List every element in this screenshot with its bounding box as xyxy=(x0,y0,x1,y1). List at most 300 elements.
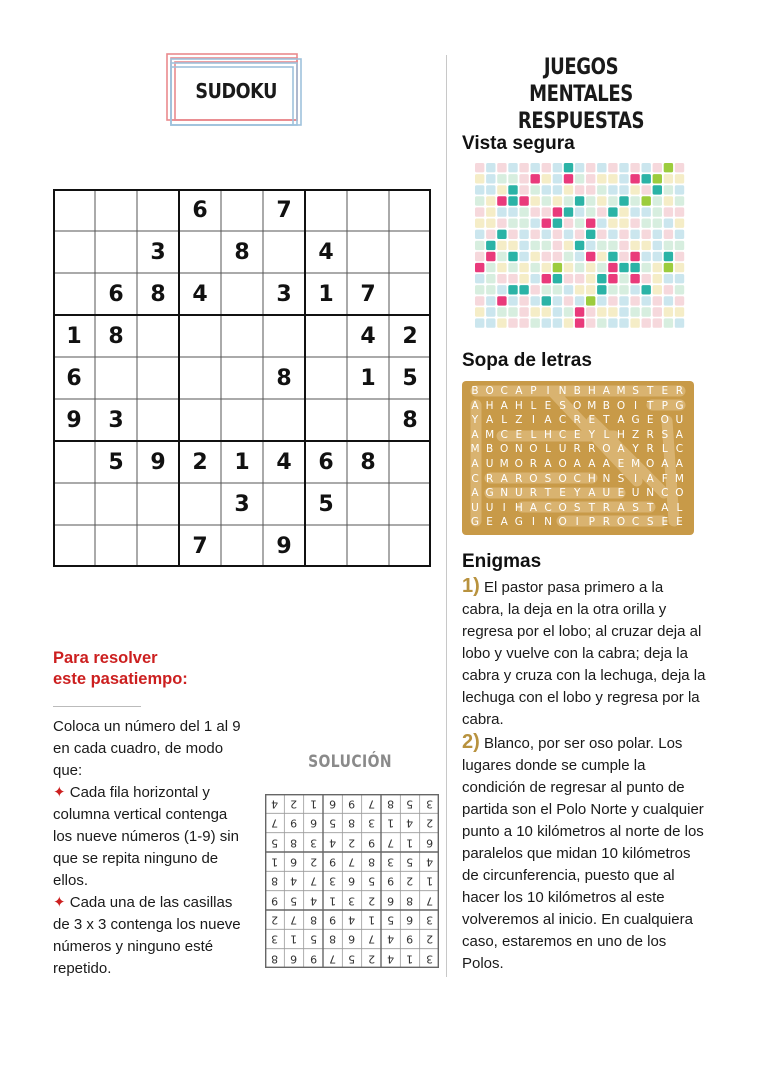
vista-cell xyxy=(608,230,617,239)
vista-cell xyxy=(497,174,506,183)
vista-cell xyxy=(531,307,540,316)
sudoku-cell: 2 xyxy=(192,450,208,475)
vista-cell xyxy=(586,163,595,172)
sudoku-cell[interactable] xyxy=(95,525,137,567)
instructions-intro: Coloca un número del 1 al 9 en cada cuadro, de modo que: xyxy=(53,718,241,779)
sudoku-cell[interactable] xyxy=(221,399,263,441)
sopa-letter: C xyxy=(471,472,479,485)
sudoku-cell[interactable] xyxy=(347,399,389,441)
sopa-letter: O xyxy=(558,472,567,485)
sudoku-cell[interactable] xyxy=(137,525,179,567)
sopa-letter: A xyxy=(617,414,625,427)
sopa-letter: A xyxy=(500,472,508,485)
sudoku-cell[interactable] xyxy=(179,399,221,441)
vista-cell xyxy=(653,274,662,283)
vista-highlight-cell xyxy=(619,263,628,272)
vista-cell xyxy=(619,307,628,316)
vista-cell xyxy=(486,274,495,283)
sudoku-cell[interactable] xyxy=(347,525,389,567)
sopa-letter: A xyxy=(617,501,625,514)
sudoku-cell[interactable] xyxy=(137,189,179,231)
sopa-letter: E xyxy=(676,516,683,529)
vista-cell xyxy=(608,196,617,205)
vista-cell xyxy=(664,196,673,205)
sudoku-cell[interactable] xyxy=(137,357,179,399)
vista-cell xyxy=(553,230,562,239)
sudoku-cell[interactable] xyxy=(221,357,263,399)
vista-cell xyxy=(608,296,617,305)
vista-cell xyxy=(619,207,628,216)
vista-cell xyxy=(475,274,484,283)
vista-cell xyxy=(575,296,584,305)
sopa-letter: N xyxy=(558,385,567,397)
sudoku-cell[interactable] xyxy=(95,357,137,399)
sudoku-cell[interactable] xyxy=(263,315,305,357)
vista-cell xyxy=(497,307,506,316)
vista-cell xyxy=(597,252,606,261)
vista-cell xyxy=(564,241,573,250)
vista-cell xyxy=(642,185,651,194)
vista-cell xyxy=(475,219,484,228)
vista-cell xyxy=(675,230,684,239)
solution-cell: 2 xyxy=(348,835,356,849)
sopa-letter: R xyxy=(602,501,611,514)
solution-cell: 2 xyxy=(309,855,317,869)
vista-cell xyxy=(675,163,684,172)
vista-highlight-cell xyxy=(497,230,506,239)
vista-highlight-cell xyxy=(630,252,639,261)
sopa-letter: L xyxy=(501,414,508,427)
vista-cell xyxy=(630,285,639,294)
vista-cell xyxy=(486,263,495,272)
sopa-letter: L xyxy=(676,501,683,514)
sopa-letter: U xyxy=(631,487,640,500)
vista-cell xyxy=(653,219,662,228)
vista-cell xyxy=(586,185,595,194)
vista-highlight-cell xyxy=(564,174,573,183)
vista-cell xyxy=(542,196,551,205)
vista-cell xyxy=(519,318,528,327)
vista-cell xyxy=(508,296,517,305)
sopa-letter: R xyxy=(485,472,494,485)
sudoku-cell[interactable] xyxy=(95,483,137,525)
vista-cell xyxy=(519,230,528,239)
sopa-letter: E xyxy=(617,487,625,500)
sopa-letter: O xyxy=(602,443,611,456)
sopa-letter: R xyxy=(573,414,581,427)
vista-cell xyxy=(564,196,573,205)
vista-cell xyxy=(586,174,595,183)
sudoku-cell[interactable] xyxy=(389,483,431,525)
vista-cell xyxy=(642,296,651,305)
sudoku-cell: 1 xyxy=(66,324,82,349)
solution-cell: 2 xyxy=(290,797,298,811)
sopa-letter: U xyxy=(485,458,494,470)
vista-cell xyxy=(475,163,484,172)
vista-cell xyxy=(575,263,584,272)
solution-cell: 7 xyxy=(309,874,317,888)
vista-cell xyxy=(519,296,528,305)
sudoku-cell: 5 xyxy=(402,366,418,391)
sudoku-cell[interactable] xyxy=(137,483,179,525)
sudoku-cell: 3 xyxy=(276,282,292,307)
sopa-letter: R xyxy=(573,443,581,456)
solution-cell: 4 xyxy=(329,835,337,849)
solution-cell: 4 xyxy=(309,893,317,907)
sopa-letter: O xyxy=(485,385,494,397)
vista-cell xyxy=(519,252,528,261)
solution-cell: 4 xyxy=(290,874,298,888)
sopa-letter: I xyxy=(546,385,550,397)
vista-cell xyxy=(475,318,484,327)
solution-cell: 2 xyxy=(367,893,375,907)
solution-cell: 1 xyxy=(406,951,414,965)
vista-cell xyxy=(597,219,606,228)
vista-cell xyxy=(497,185,506,194)
sopa-letter: H xyxy=(617,428,625,441)
sudoku-cell[interactable] xyxy=(179,357,221,399)
vista-cell xyxy=(553,174,562,183)
sopa-letter: C xyxy=(661,487,669,500)
sudoku-cell: 1 xyxy=(360,366,376,391)
sudoku-cell[interactable] xyxy=(221,315,263,357)
solution-cell: 4 xyxy=(348,913,356,927)
vista-cell xyxy=(586,274,595,283)
instructions-rule-1 xyxy=(53,782,243,892)
sudoku-cell[interactable] xyxy=(179,315,221,357)
vista-cell xyxy=(475,241,484,250)
vista-highlight-cell xyxy=(531,174,540,183)
sopa-letter: R xyxy=(602,516,611,529)
vista-cell xyxy=(486,207,495,216)
vista-cell xyxy=(542,185,551,194)
solution-cell: 3 xyxy=(309,835,317,849)
vista-highlight-cell xyxy=(664,263,673,272)
vista-highlight-cell xyxy=(486,241,495,250)
sopa-letter: A xyxy=(588,487,596,500)
solution-title: SOLUCIÓN xyxy=(308,752,392,772)
vista-cell xyxy=(619,219,628,228)
sopa-letter: H xyxy=(485,399,494,412)
vista-cell xyxy=(586,263,595,272)
vista-cell xyxy=(542,307,551,316)
sopa-letter: R xyxy=(588,443,596,456)
vista-highlight-cell xyxy=(630,174,639,183)
vista-highlight-cell xyxy=(642,196,651,205)
sudoku-cell[interactable] xyxy=(389,441,431,483)
sopa-letter: L xyxy=(530,399,537,412)
sudoku-cell[interactable] xyxy=(263,231,305,273)
sudoku-cell: 6 xyxy=(108,282,124,307)
sudoku-cell[interactable] xyxy=(305,315,347,357)
vista-cell xyxy=(575,274,584,283)
rule-2-text: Cada una de las casillas de 3 x 3 contenga los nueve números y ninguno esté repetido. xyxy=(53,894,241,977)
sopa-letter: Y xyxy=(471,414,479,427)
sudoku-cell[interactable] xyxy=(347,189,389,231)
sudoku-cell: 4 xyxy=(318,240,334,265)
solution-cell: 8 xyxy=(329,932,337,946)
solution-cell: 2 xyxy=(406,874,414,888)
sopa-letter: O xyxy=(573,399,582,412)
sopa-letter: A xyxy=(602,385,610,397)
sopa-letter: H xyxy=(587,472,596,485)
vista-cell xyxy=(608,174,617,183)
instructions-rule-2 xyxy=(53,892,243,980)
vista-cell xyxy=(531,252,540,261)
vista-cell xyxy=(486,219,495,228)
vista-highlight-cell xyxy=(475,263,484,272)
solution-cell: 6 xyxy=(329,797,337,811)
sopa-letter: A xyxy=(471,428,479,441)
sopa-letter: C xyxy=(675,443,684,456)
vista-highlight-cell xyxy=(664,252,673,261)
sopa-letter: C xyxy=(558,414,567,427)
sopa-letter: R xyxy=(515,472,523,485)
vista-cell xyxy=(642,207,651,216)
sopa-letter: A xyxy=(675,428,683,441)
vista-cell xyxy=(486,185,495,194)
solution-cell: 7 xyxy=(271,816,279,830)
sopa-letter: Z xyxy=(631,428,640,441)
sopa-letter: E xyxy=(515,428,523,441)
vista-cell xyxy=(475,207,484,216)
vista-cell xyxy=(608,285,617,294)
sudoku-cell[interactable] xyxy=(53,189,95,231)
solution-cell: 2 xyxy=(425,816,433,830)
sopa-letter: G xyxy=(631,414,640,427)
sudoku-cell[interactable] xyxy=(95,231,137,273)
vista-cell xyxy=(619,185,628,194)
solution-cell: 5 xyxy=(271,835,279,849)
sudoku-cell[interactable] xyxy=(305,357,347,399)
vista-cell xyxy=(597,241,606,250)
vista-highlight-cell xyxy=(608,263,617,272)
solution-cell: 8 xyxy=(309,913,317,927)
vista-cell xyxy=(630,307,639,316)
vista-cell xyxy=(630,241,639,250)
sudoku-cell[interactable] xyxy=(347,483,389,525)
vista-cell xyxy=(664,207,673,216)
vista-segura-grid xyxy=(475,163,687,331)
vista-cell xyxy=(619,296,628,305)
sudoku-cell[interactable] xyxy=(305,525,347,567)
vista-cell xyxy=(553,307,562,316)
solution-cell: 9 xyxy=(406,932,414,946)
sudoku-cell: 9 xyxy=(150,450,166,475)
enigma-1 xyxy=(462,575,708,731)
vista-cell xyxy=(575,207,584,216)
sudoku-cell[interactable] xyxy=(179,483,221,525)
sopa-letter: O xyxy=(646,458,655,470)
sudoku-cell: 6 xyxy=(192,198,208,223)
sudoku-cell[interactable] xyxy=(389,273,431,315)
instructions-body xyxy=(53,716,243,980)
vista-cell xyxy=(664,307,673,316)
vista-highlight-cell xyxy=(508,285,517,294)
vista-cell xyxy=(519,307,528,316)
sopa-letter: R xyxy=(646,443,654,456)
sudoku-cell[interactable] xyxy=(263,399,305,441)
vista-cell xyxy=(519,241,528,250)
sopa-letter: O xyxy=(529,472,538,485)
vista-cell xyxy=(475,174,484,183)
sudoku-cell[interactable] xyxy=(53,483,95,525)
sopa-letter: H xyxy=(514,399,523,412)
instructions-title-line2: este pasatiempo: xyxy=(53,670,188,688)
vista-highlight-cell xyxy=(553,207,562,216)
solution-cell: 6 xyxy=(387,893,395,907)
sudoku-cell[interactable] xyxy=(389,525,431,567)
sopa-letter: L xyxy=(530,428,537,441)
sudoku-cell[interactable] xyxy=(221,273,263,315)
vista-highlight-cell xyxy=(642,285,651,294)
vista-cell xyxy=(486,318,495,327)
sopa-letter: O xyxy=(558,501,567,514)
vista-cell xyxy=(586,241,595,250)
sopa-letter: M xyxy=(616,385,626,397)
solution-cell: 6 xyxy=(290,855,298,869)
sudoku-cell: 6 xyxy=(66,366,82,391)
sopa-letter: S xyxy=(646,516,654,529)
sudoku-cell[interactable] xyxy=(221,525,263,567)
vista-cell xyxy=(642,163,651,172)
vista-cell xyxy=(597,196,606,205)
sopa-letter: U xyxy=(602,487,611,500)
vista-cell xyxy=(675,241,684,250)
sudoku-cell[interactable] xyxy=(347,231,389,273)
sudoku-cell[interactable] xyxy=(221,189,263,231)
vista-cell xyxy=(653,196,662,205)
sopa-letter: T xyxy=(646,399,654,412)
vista-cell xyxy=(675,296,684,305)
solution-cell: 9 xyxy=(329,855,337,869)
solution-cell: 1 xyxy=(406,835,414,849)
sudoku-cell[interactable] xyxy=(305,189,347,231)
solution-cell: 7 xyxy=(425,893,433,907)
vista-cell xyxy=(642,241,651,250)
vista-cell xyxy=(642,318,651,327)
solution-cell: 3 xyxy=(387,855,395,869)
vista-highlight-cell xyxy=(519,196,528,205)
sudoku-cell[interactable] xyxy=(137,315,179,357)
enigma-1-number: 1) xyxy=(462,575,480,597)
vista-highlight-cell xyxy=(575,307,584,316)
vista-cell xyxy=(519,207,528,216)
vista-cell xyxy=(564,274,573,283)
sudoku-cell[interactable] xyxy=(95,189,137,231)
sopa-letter: M xyxy=(674,472,684,485)
vista-cell xyxy=(586,207,595,216)
sudoku-cell[interactable] xyxy=(137,399,179,441)
vista-cell xyxy=(675,274,684,283)
vista-cell xyxy=(553,285,562,294)
sudoku-cell[interactable] xyxy=(389,189,431,231)
sudoku-cell: 3 xyxy=(150,240,166,265)
sopa-letter: A xyxy=(544,414,552,427)
sudoku-cell: 5 xyxy=(318,492,334,517)
vista-cell xyxy=(664,185,673,194)
sopa-letter: Z xyxy=(515,414,523,427)
solution-cell: 9 xyxy=(271,893,279,907)
sudoku-cell[interactable] xyxy=(53,231,95,273)
vista-cell xyxy=(642,274,651,283)
enigma-2-answer: Blanco, por ser oso polar. Los lugares donde se cumple la condición de regresar al punto de partida son el Polo Norte y cualquier punto a 10 kilómetros al norte de los paralelos que midan 10 kilómetros de circunferencia, puesto que al hacer los 10 kilómetros al este volveremos al inicio. En cualquiera caso, estaremos en uno de los Polos. xyxy=(462,735,704,972)
solution-cell: 6 xyxy=(425,835,433,849)
sopa-letter: R xyxy=(675,385,684,397)
sopa-letter: N xyxy=(514,443,523,456)
sudoku-cell[interactable] xyxy=(179,231,221,273)
vista-cell xyxy=(531,230,540,239)
solution-cell: 1 xyxy=(367,913,375,927)
vista-highlight-cell xyxy=(597,274,606,283)
sopa-letter: A xyxy=(646,472,654,485)
sudoku-cell: 4 xyxy=(360,324,376,349)
solution-cell: 1 xyxy=(309,797,317,811)
vista-cell xyxy=(619,174,628,183)
sopa-letter: I xyxy=(531,516,535,529)
sopa-letter: A xyxy=(471,487,479,500)
sopa-letter: B xyxy=(471,385,479,397)
solution-cell: 9 xyxy=(387,874,395,888)
sopa-letter: E xyxy=(646,414,654,427)
sopa-letter: C xyxy=(500,385,508,397)
vista-highlight-cell xyxy=(553,274,562,283)
vista-cell xyxy=(531,163,540,172)
sopa-letter: A xyxy=(471,458,479,470)
vista-cell xyxy=(564,185,573,194)
vista-cell xyxy=(519,174,528,183)
vista-segura-title: Vista segura xyxy=(462,133,575,154)
vista-cell xyxy=(608,163,617,172)
sudoku-cell[interactable] xyxy=(53,525,95,567)
sudoku-cell[interactable] xyxy=(305,399,347,441)
vista-cell xyxy=(619,241,628,250)
solution-cell: 7 xyxy=(348,855,356,869)
solution-cell: 7 xyxy=(290,913,298,927)
vista-cell xyxy=(619,252,628,261)
sopa-letter: I xyxy=(502,501,506,514)
vista-highlight-cell xyxy=(497,196,506,205)
vista-cell xyxy=(675,196,684,205)
solution-cell: 4 xyxy=(406,816,414,830)
sudoku-cell: 8 xyxy=(402,408,418,433)
sopa-letter: O xyxy=(514,458,523,470)
sudoku-cell[interactable] xyxy=(53,441,95,483)
sopa-letter: U xyxy=(485,501,494,514)
vista-cell xyxy=(508,163,517,172)
sudoku-cell[interactable] xyxy=(263,483,305,525)
vista-highlight-cell xyxy=(486,252,495,261)
vista-cell xyxy=(564,252,573,261)
sopa-letter: M xyxy=(631,458,641,470)
rule-1-text: Cada fila horizontal y columna vertical contenga los nueve números (1-9) sin que se repita ninguno de ellos. xyxy=(53,784,239,889)
vista-cell xyxy=(475,307,484,316)
sopa-letter: A xyxy=(544,458,552,470)
solution-cell: 5 xyxy=(406,797,414,811)
solution-cell: 9 xyxy=(367,835,375,849)
solution-cell: 3 xyxy=(329,874,337,888)
sopa-letter: A xyxy=(617,443,625,456)
sopa-letter: Y xyxy=(588,428,595,441)
heading-line-1: JUEGOS MENTALES xyxy=(529,55,633,107)
answers-heading xyxy=(490,54,672,135)
sopa-letter: M xyxy=(485,428,495,441)
vista-cell xyxy=(531,207,540,216)
sudoku-cell[interactable] xyxy=(53,273,95,315)
sudoku-cell[interactable] xyxy=(389,231,431,273)
vista-cell xyxy=(664,174,673,183)
vista-cell xyxy=(675,185,684,194)
